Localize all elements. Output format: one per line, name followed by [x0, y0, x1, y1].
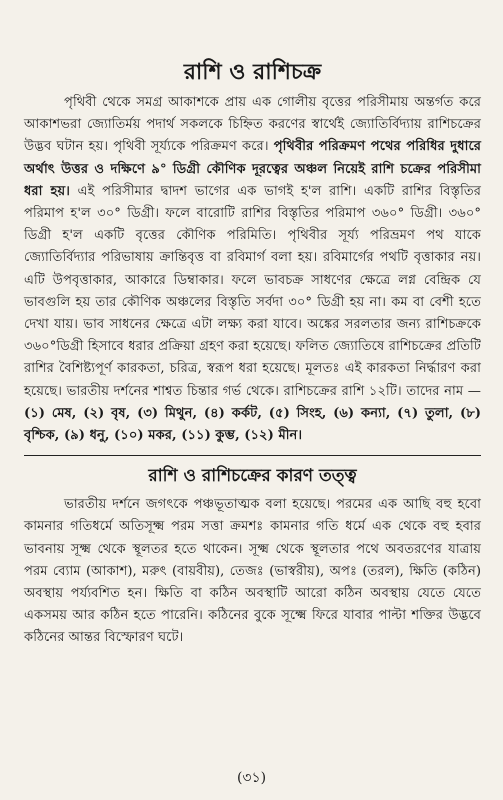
intro-bold-text: পৃথিবীর পরিক্রমণ পথের পরিধির দুধারে অর্থাৎ উত্তর ও দক্ষিণে ৯° ডিগ্রী কৌণিক দূরত্বের অঞ্চল নিয়েই রাশি চক্রের পরিসীমা ধরা হয়। — [24, 139, 481, 199]
section-paragraph: ভারতীয় দর্শনে জগৎকে পঞ্চভূতাত্মক বলা হয়েছে। পরমের এক আছি বহু হবো কামনার গতিধর্মে অতিসূক্ষ্ম পরম সত্তা ক্রমশঃ কামনার গতি ধর্মে এক থেকে বহু হবার ভাবনায় সূক্ষ্ম থেকে স্থূলতর হতে থাকেন। সূক্ষ্ম থেকে স্থূলতার পথে অবতরণের যাত্রায় পরম ব্যোম (আকাশ), মরুৎ (বায়বীয়), তেজঃ (ভাস্বরীয়), অপঃ (তরল), ক্ষিতি (কঠিন) অবস্থায় পর্য্যবশিত হন। ক্ষিতি বা কঠিন অবস্থাটি আরো কঠিন অবস্থায় যেতে যেতে একসময় আর কঠিন হতে পারেনি। কঠিনের বুকে সূক্ষ্মে ফিরে যাবার পাল্টা শক্তির উদ্ভবে কঠিনের আন্তর বিস্ফোরণ ঘটে। — [24, 497, 481, 646]
zodiac-sign-list: (১) মেষ, (২) বৃষ, (৩) মিথুন, (৪) কর্কট, (৫) সিংহ, (৬) কন্যা, (৭) তুলা, (৮) বৃশ্চিক, (৯) ধনু, (১০) মকর, (১১) কুম্ভ, (১২) মীন। — [24, 405, 481, 444]
page-number: (৩১) — [236, 770, 267, 786]
intro-paragraph — [24, 92, 481, 447]
section-heading: রাশি ও রাশিচক্রের কারণ তত্ত্ব — [148, 466, 357, 487]
page-title: রাশি ও রাশিচক্র — [183, 59, 322, 85]
section-divider — [24, 455, 481, 456]
intro-text-a: পৃথিবী থেকে সমগ্র আকাশকে প্রায় এক গোলীয় বৃত্তের পরিসীমায় অন্তর্গত করে আকাশভরা জ্যোতির্ময় পদার্থ সকলকে চিহ্নিত করণের স্বার্থেই জ্যোতির্বিদ্যায় রাশিচক্রের উদ্ভব ঘটান হয়। পৃথিবী সূর্য্যকে পরিক্রমণ করে। — [24, 95, 481, 155]
intro-text-b: এই পরিসীমার দ্বাদশ ভাগের এক ভাগই হ'ল রাশি। একটি রাশির বিস্তৃতির পরিমাপ হ'ল ৩০° ডিগ্রী। ফলে বারোটি রাশির বিস্তৃতির পরিমাপ ৩৬০° ডিগ্রী। ৩৬০° ডিগ্রী হ'ল একটি বৃত্তের কৌণিক পরিমিতি। পৃথিবীর সূর্য্য পরিভ্রমণ পথ যাকে জ্যোতির্বিদ্যার পরিভাষায় ক্রান্তিবৃত্ত বা রবিমার্গ বলা হয়। রবিমার্গের পথটি বৃত্তাকার নয়। এটি উপবৃত্তাকার, আকারে ডিম্বাকার। ফলে ভাবচক্র সাধণের ক্ষেত্রে লগ্ন বেন্দ্রিক যে ভাবগুলি হয় তার কৌণিক অঞ্চলের বিস্তৃতি সর্বদা ৩০° ডিগ্রী হয় না। কম বা বেশী হতে দেখা যায়। ভাব সাধনের ক্ষেত্রে এটা লক্ষ্য করা যাবে। অঙ্কের সরলতার জন্য রাশিচক্রকে ৩৬০°ডিগ্রী হিসাবে ধরার প্রক্রিয়া গ্রহণ করা হয়েছে। ফলিত জ্যোতিষে রাশিচক্রের প্রতিটি রাশির বৈশিষ্ট্যপূর্ণ কারকতা, চরিত্র, স্বরূপ ধরা হয়েছে। মূলতঃ এই কারকতা নির্দ্ধারণ করা হয়েছে। ভারতীয় দর্শনের শাশ্বত চিন্তার গর্ভ থেকে। রাশিচক্রের রাশি ১২টি। তাদের নাম — — [24, 183, 482, 399]
